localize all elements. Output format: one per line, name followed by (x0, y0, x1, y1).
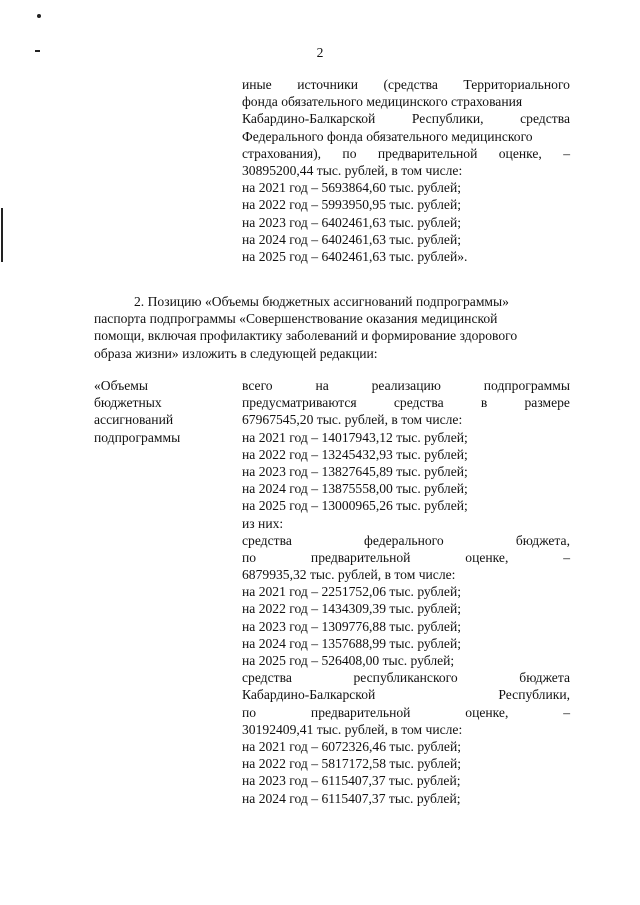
right-block-word: средства (242, 532, 292, 548)
right-block-word: республиканского (353, 670, 458, 686)
right-block-word: оценке, (465, 704, 509, 720)
right-block-word: средства (242, 670, 292, 686)
intro-line (242, 76, 570, 93)
right-block-word: подпрограммы (483, 378, 570, 393)
right-block-word: предварительной (310, 549, 411, 565)
right-block-word: по (242, 549, 257, 565)
right-block-word: на (315, 378, 329, 393)
right-block-word: размере (524, 395, 570, 411)
right-block-word: реализацию (371, 378, 441, 393)
instruction-paragraph (94, 293, 570, 362)
right-block-word: – (563, 549, 570, 565)
right-block-word: по (242, 704, 257, 720)
right-block-line (242, 686, 570, 703)
intro-word: Территориального (463, 77, 570, 92)
paragraph-line: помощи, включая профилактику заболеваний и формирование здорового (94, 328, 518, 344)
right-block-line (242, 669, 570, 686)
intro-word: иные (242, 77, 272, 92)
right-block-line: на 2024 год – 6115407,37 тыс. рублей; (242, 790, 461, 806)
left-label-line: подпрограммы (94, 429, 181, 445)
right-block-line (242, 704, 570, 721)
right-block-word: бюджета (519, 670, 570, 686)
intro-word: по (342, 145, 357, 161)
intro-word: средства (520, 111, 570, 127)
right-block-line (242, 532, 570, 549)
right-block-line: на 2023 год – 13827645,89 тыс. рублей; (242, 463, 468, 479)
scan-artifact-edge-line (1, 208, 3, 262)
right-block-line: 30192409,41 тыс. рублей, в том числе: (242, 721, 463, 737)
page-number: 2 (316, 45, 324, 60)
right-block-line: 67967545,20 тыс. рублей, в том числе: (242, 412, 463, 428)
intro-word: (средства (383, 77, 438, 92)
intro-line: на 2024 год – 6402461,63 тыс. рублей; (242, 231, 461, 247)
paragraph-line: паспорта подпрограммы «Совершенствование оказания медицинской (94, 311, 498, 327)
intro-line: 30895200,44 тыс. рублей, в том числе: (242, 162, 463, 178)
left-label (94, 377, 234, 446)
intro-word: – (563, 145, 570, 161)
intro-word: Республики, (411, 111, 484, 127)
right-block-line: на 2022 год – 13245432,93 тыс. рублей; (242, 446, 468, 462)
right-block-line: на 2023 год – 1309776,88 тыс. рублей; (242, 618, 461, 634)
right-block-line: на 2022 год – 1434309,39 тыс. рублей; (242, 601, 461, 617)
intro-word: страхования), (242, 145, 322, 161)
right-block-line: на 2021 год – 2251752,06 тыс. рублей; (242, 584, 461, 600)
right-block-word: предварительной (310, 704, 411, 720)
right-block-word: – (563, 704, 570, 720)
intro-word: источники (297, 77, 359, 92)
left-label-line: бюджетных (94, 395, 162, 411)
intro-word: оценке, (498, 145, 542, 161)
intro-line: фонда обязательного медицинского страхования (242, 94, 523, 110)
right-block-line: на 2021 год – 6072326,46 тыс. рублей; (242, 738, 461, 754)
right-block-word: оценке, (465, 549, 509, 565)
right-block-word: всего (242, 378, 273, 393)
right-block-word: бюджета, (515, 532, 570, 548)
intro-line (242, 145, 570, 162)
intro-line (242, 110, 570, 127)
intro-line: на 2022 год – 5993950,95 тыс. рублей; (242, 197, 461, 213)
left-label-line: «Объемы (94, 378, 148, 393)
right-block-line: на 2025 год – 13000965,26 тыс. рублей; (242, 498, 468, 514)
right-block-line: на 2022 год – 5817172,58 тыс. рублей; (242, 756, 461, 772)
intro-word: Кабардино-Балкарской (242, 111, 376, 127)
right-block-line: на 2025 год – 526408,00 тыс. рублей; (242, 653, 455, 668)
intro-line: Федерального фонда обязательного медицинского (242, 128, 533, 144)
scan-artifact-dot (37, 14, 41, 18)
right-block-line: на 2024 год – 13875558,00 тыс. рублей; (242, 481, 468, 497)
right-block-line: из них: (242, 515, 284, 531)
right-block-line: 6879935,32 тыс. рублей, в том числе: (242, 567, 456, 583)
right-block-word: федерального (364, 532, 444, 548)
right-block-word: предусматриваются (242, 395, 357, 411)
right-block-line: на 2023 год – 6115407,37 тыс. рублей; (242, 773, 461, 789)
right-block-word: Кабардино-Балкарской (242, 687, 376, 703)
right-block-line (242, 377, 570, 394)
paragraph-line: 2. Позицию «Объемы бюджетных ассигнований подпрограммы» (134, 294, 509, 309)
intro-line: на 2021 год – 5693864,60 тыс. рублей; (242, 180, 461, 196)
right-block-line: на 2021 год – 14017943,12 тыс. рублей; (242, 429, 468, 445)
right-block-line (242, 549, 570, 566)
right-block-word: средства (393, 395, 444, 411)
right-block (242, 377, 570, 807)
paragraph-line: образа жизни» изложить в следующей редакции: (94, 345, 378, 361)
intro-line: на 2023 год – 6402461,63 тыс. рублей; (242, 214, 461, 230)
right-block-word: Республики, (498, 687, 570, 703)
intro-word: предварительной (377, 145, 478, 161)
right-block-line: на 2024 год – 1357688,99 тыс. рублей; (242, 635, 461, 651)
left-label-line: ассигнований (94, 412, 174, 428)
right-block-word: в (480, 395, 488, 411)
intro-block (242, 76, 570, 265)
right-block-line (242, 394, 570, 411)
intro-line: на 2025 год – 6402461,63 тыс. рублей». (242, 248, 468, 264)
